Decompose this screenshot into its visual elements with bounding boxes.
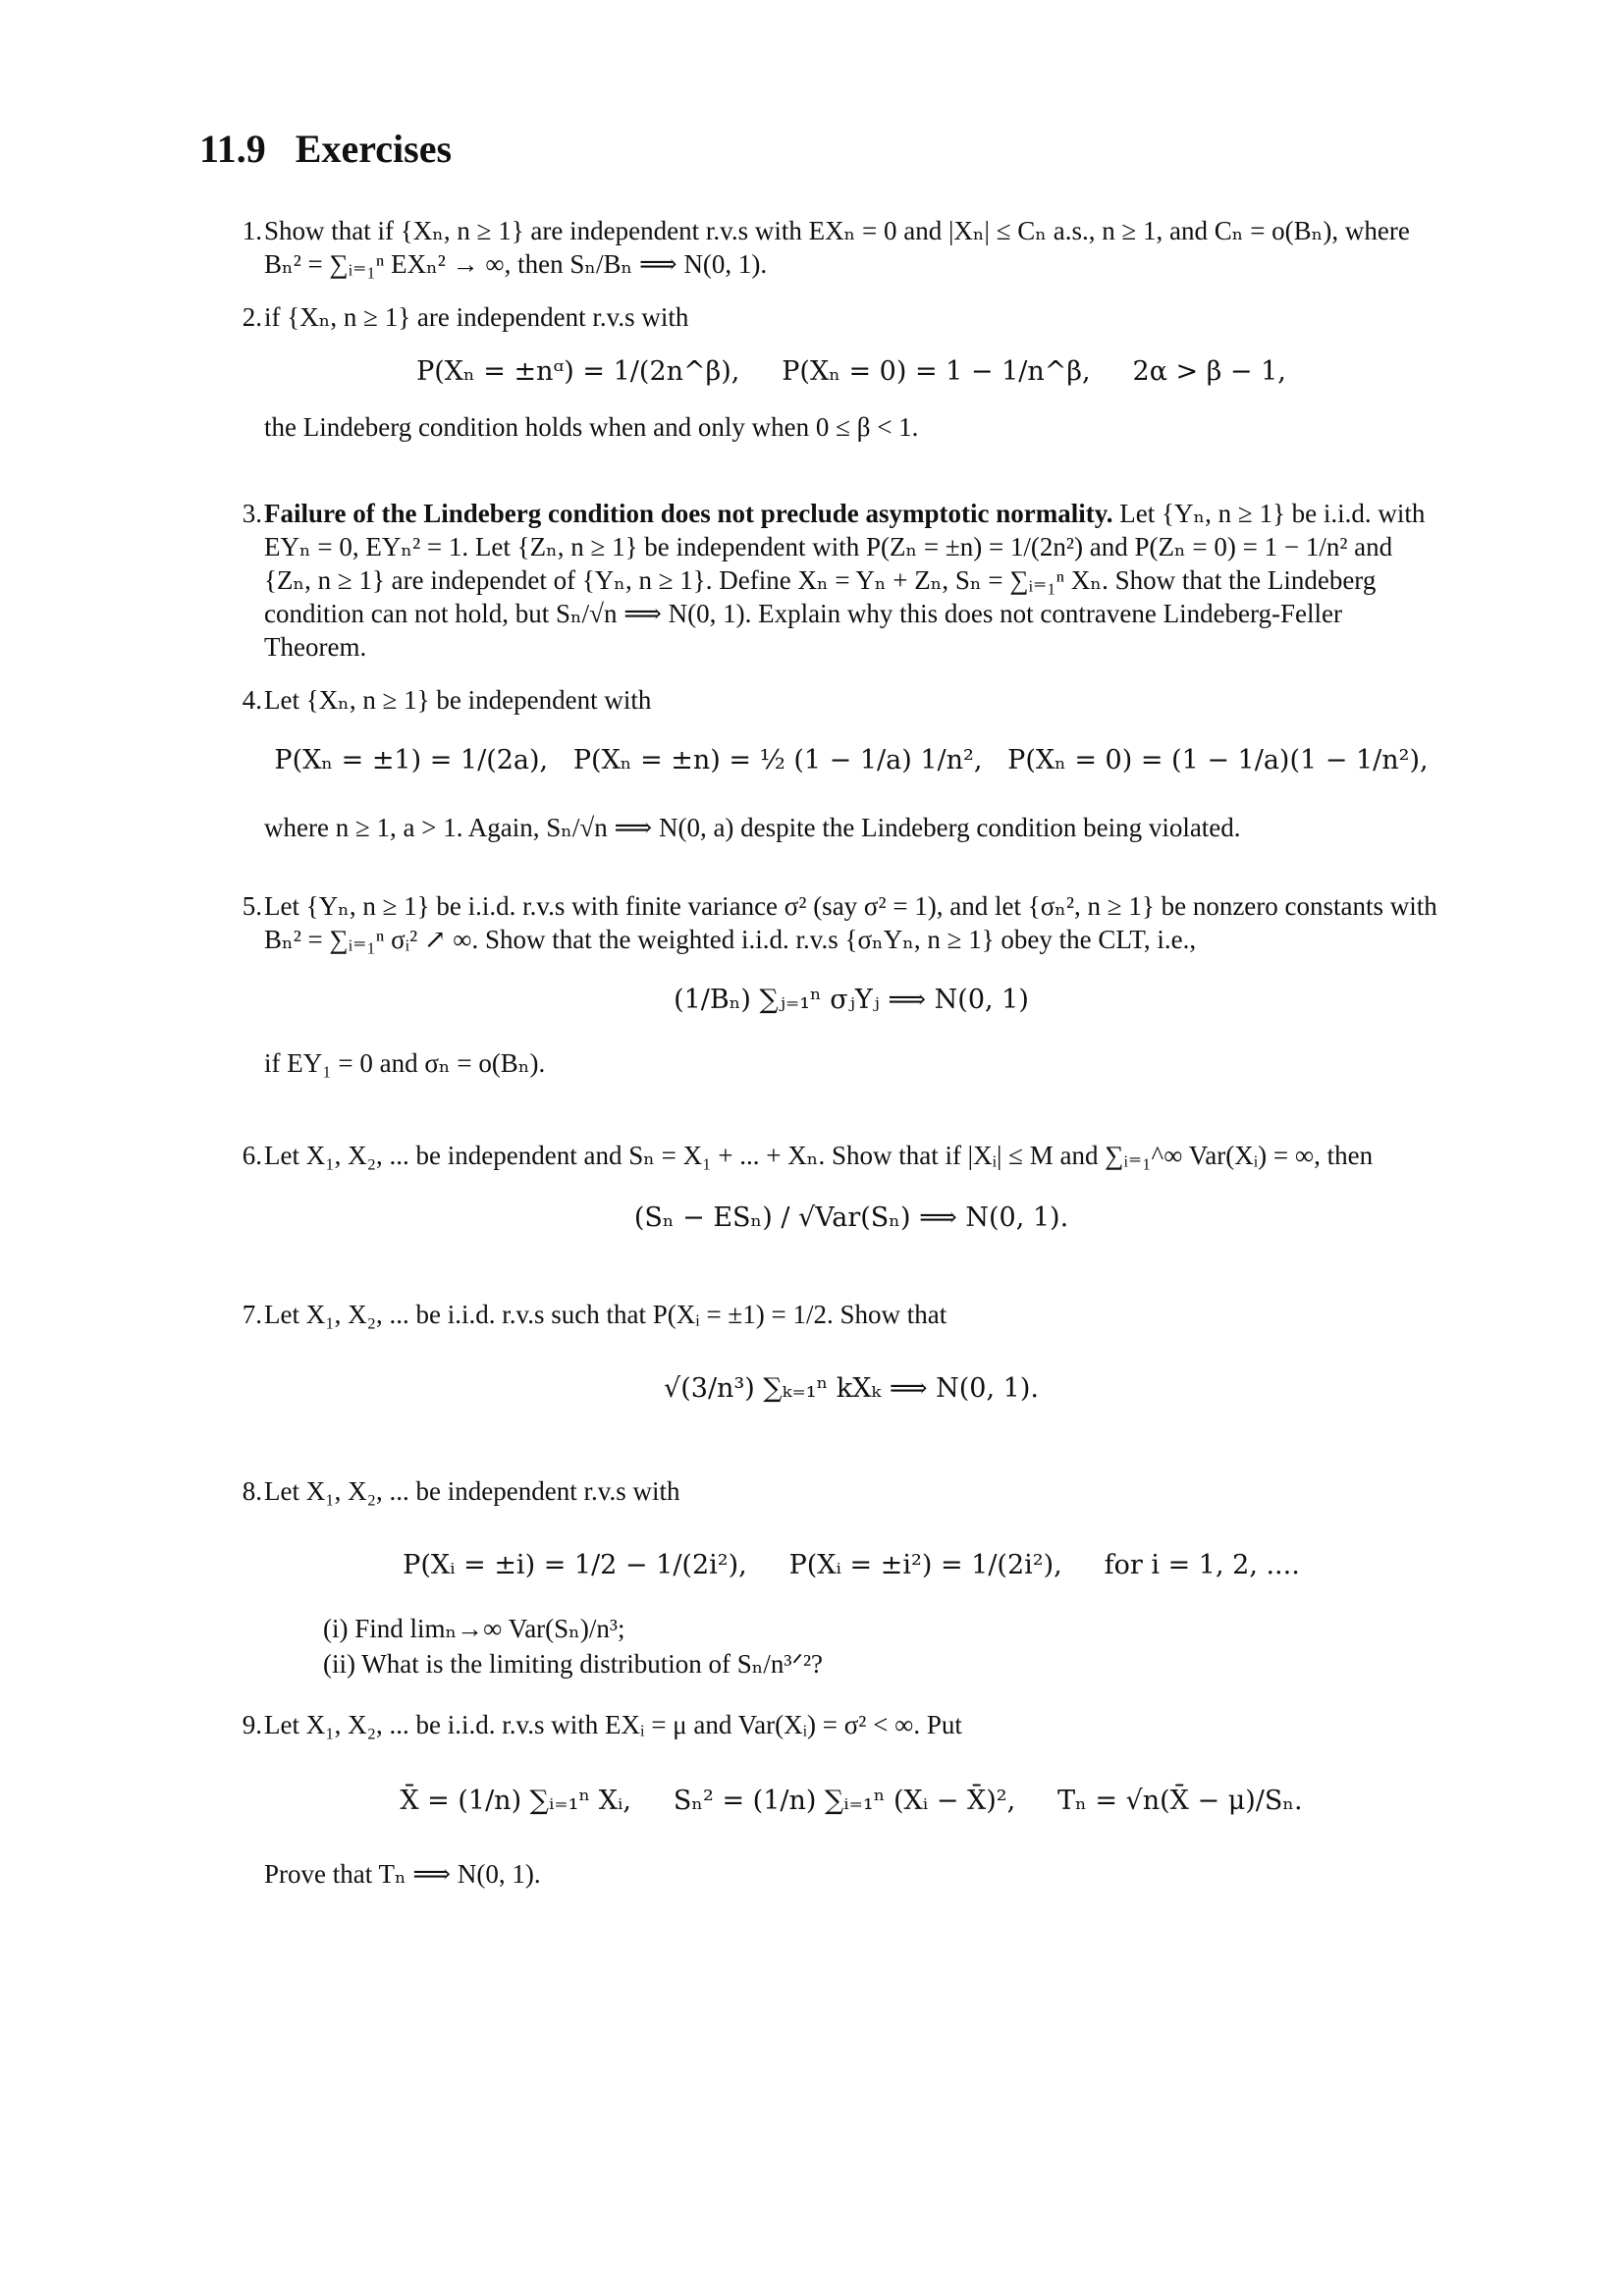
exercise-number: 6.	[242, 1141, 262, 1170]
exercise-9	[229, 1708, 1438, 1891]
exercise-text-continued: Prove that Tₙ ⟹ N(0, 1).	[264, 1859, 541, 1889]
exercise-text: Show that if {Xₙ, n ≥ 1} are independent r.v.s with EXₙ = 0 and |Xₙ| ≤ Cₙ a.s., n ≥ 1, and Cₙ = o(Bₙ), where Bₙ² = ∑ᵢ₌₁ⁿ EXₙ² → ∞, then Sₙ/Bₙ ⟹ N(0, 1).	[264, 216, 1410, 279]
exercise-text: Let X₁, X₂, ... be independent r.v.s with	[264, 1476, 680, 1506]
exercise-5	[229, 889, 1438, 1080]
sub-question: (ii) What is the limiting distribution of Sₙ/n³ᐟ²?	[323, 1649, 824, 1679]
exercise-1	[229, 214, 1438, 281]
exercise-number: 3.	[242, 499, 262, 528]
display-equation: P(Xₙ = ±nᵅ) = 1/(2n^β), P(Xₙ = 0) = 1 − 1/n^β, 2α > β − 1,	[416, 356, 1286, 387]
exercise-number: 9.	[242, 1710, 262, 1739]
sub-question-list	[323, 1612, 1438, 1681]
display-equation: P(Xᵢ = ±i) = 1/2 − 1/(2i²), P(Xᵢ = ±i²) = 1/(2i²), for i = 1, 2, ....	[403, 1550, 1300, 1580]
exercise-number: 5.	[242, 891, 262, 921]
exercise-text: Let X₁, X₂, ... be independent and Sₙ = X₁ + ... + Xₙ. Show that if |Xᵢ| ≤ M and ∑ᵢ₌₁^∞ Var(Xᵢ) = ∞, then	[264, 1141, 1374, 1170]
exercise-2	[229, 300, 1438, 444]
exercise-number: 2.	[242, 302, 262, 332]
exercise-text: Let X₁, X₂, ... be i.i.d. r.v.s with EXᵢ = μ and Var(Xᵢ) = σ² < ∞. Put	[264, 1710, 962, 1739]
section-heading: 11.9 Exercises	[199, 127, 453, 171]
exercise-4	[229, 683, 1438, 844]
exercise-8	[229, 1474, 1438, 1682]
exercise-text: if {Xₙ, n ≥ 1} are independent r.v.s with	[264, 302, 689, 332]
exercise-text: Let X₁, X₂, ... be i.i.d. r.v.s such that P(Xᵢ = ±1) = 1/2. Show that	[264, 1300, 947, 1329]
exercise-text	[264, 497, 1438, 664]
exercise-number: 4.	[242, 685, 262, 715]
display-equation: (1/Bₙ) ∑ⱼ₌₁ⁿ σⱼYⱼ ⟹ N(0, 1)	[674, 985, 1029, 1015]
display-equation: P(Xₙ = ±1) = 1/(2a), P(Xₙ = ±n) = ½ (1 − 1/a) 1/n², P(Xₙ = 0) = (1 − 1/a)(1 − 1/n²),	[274, 745, 1429, 775]
exercise-7	[229, 1298, 1438, 1447]
exercise-number: 7.	[242, 1300, 262, 1329]
exercise-number: 8.	[242, 1476, 262, 1506]
exercise-number: 1.	[242, 216, 262, 245]
exercise-3	[229, 497, 1438, 664]
exercise-emphasis: Failure of the Lindeberg condition does not preclude asymptotic normality.	[264, 499, 1113, 528]
display-equation: (Sₙ − ESₙ) / √Var(Sₙ) ⟹ N(0, 1).	[633, 1202, 1069, 1233]
exercise-text: Let {Yₙ, n ≥ 1} be i.i.d. r.v.s with finite variance σ² (say σ² = 1), and let {σₙ², n ≥ 1} be nonzero constants with Bₙ² = ∑ᵢ₌₁ⁿ σᵢ² ↗ ∞. Show that the weighted i.i.d. r.v.s {σₙYₙ, n ≥ 1} obey the CLT, i.e.,	[264, 891, 1437, 954]
exercise-text-continued: if EY₁ = 0 and σₙ = o(Bₙ).	[264, 1048, 546, 1078]
exercise-text-continued: the Lindeberg condition holds when and only when 0 ≤ β < 1.	[264, 412, 919, 442]
exercise-text: Let {Xₙ, n ≥ 1} be independent with	[264, 685, 652, 715]
display-equation: √(3/n³) ∑ₖ₌₁ⁿ kXₖ ⟹ N(0, 1).	[664, 1373, 1039, 1404]
exercise-text-body: Let {Yₙ, n ≥ 1} be i.i.d. with EYₙ = 0, EYₙ² = 1. Let {Zₙ, n ≥ 1} be independent with P(Zₙ = ±n) = 1/(2n²) and P(Zₙ = 0) = 1 − 1/n² and {Zₙ, n ≥ 1} are independet of {Yₙ, n ≥ 1}. Define Xₙ = Yₙ + Zₙ, Sₙ = ∑ᵢ₌₁ⁿ Xₙ. Show that the Lindeberg condition can not hold, but Sₙ/√n ⟹ N(0, 1). Explain why this does not contravene Lindeberg-Feller Theorem.	[264, 499, 1426, 662]
exercise-text-continued: where n ≥ 1, a > 1. Again, Sₙ/√n ⟹ N(0, a) despite the Lindeberg condition being violated.	[264, 813, 1241, 842]
display-equation: X̄ = (1/n) ∑ᵢ₌₁ⁿ Xᵢ, Sₙ² = (1/n) ∑ᵢ₌₁ⁿ (Xᵢ − X̄)², Tₙ = √n(X̄ − μ)/Sₙ.	[400, 1786, 1303, 1816]
exercise-6	[229, 1139, 1438, 1264]
sub-question: (i) Find limₙ→∞ Var(Sₙ)/n³;	[323, 1614, 625, 1643]
